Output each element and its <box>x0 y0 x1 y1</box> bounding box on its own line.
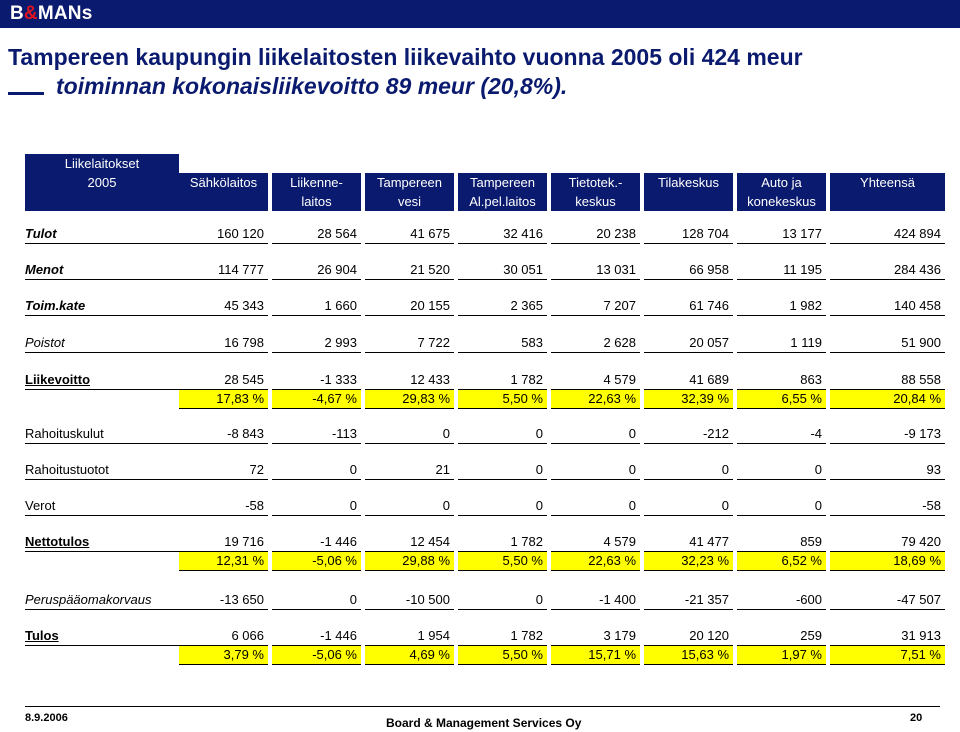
table-cell: 114 777 <box>179 261 268 280</box>
table-cell: -58 <box>830 497 945 516</box>
percentage-cell: 32,23 % <box>644 552 733 571</box>
table-cell: 26 904 <box>272 261 361 280</box>
table-cell: -212 <box>644 425 733 444</box>
table-cell: 12 433 <box>365 371 454 390</box>
column-header <box>551 173 640 211</box>
table-cell: 88 558 <box>830 371 945 390</box>
table-cell: 1 782 <box>458 533 547 552</box>
table-cell: 1 982 <box>737 297 826 316</box>
percentage-cell: -5,06 % <box>272 646 361 665</box>
table-cell: 424 894 <box>830 225 945 244</box>
column-header-line: Auto ja <box>761 175 802 190</box>
column-header-line <box>830 192 945 211</box>
percentage-cell: 32,39 % <box>644 390 733 409</box>
row-label: Rahoituskulut <box>25 425 179 444</box>
row-label: Rahoitustuotot <box>25 461 179 480</box>
row-label: Poistot <box>25 334 179 353</box>
table-cell: 0 <box>551 461 640 480</box>
table-cell: 6 066 <box>179 627 268 646</box>
column-header-line: Tietotek.- <box>568 175 623 190</box>
table-cell: 1 119 <box>737 334 826 353</box>
table-cell: 2 993 <box>272 334 361 353</box>
table-cell: 21 <box>365 461 454 480</box>
column-header <box>365 173 454 211</box>
table-cell: 0 <box>737 497 826 516</box>
table-cell: 284 436 <box>830 261 945 280</box>
row-label: Verot <box>25 497 179 516</box>
column-header <box>644 173 733 211</box>
percentage-cell: 29,88 % <box>365 552 454 571</box>
table-cell: 583 <box>458 334 547 353</box>
table-cell: -113 <box>272 425 361 444</box>
table-cell: 13 177 <box>737 225 826 244</box>
percentage-cell: 3,79 % <box>179 646 268 665</box>
table-cell: 16 798 <box>179 334 268 353</box>
table-cell: 11 195 <box>737 261 826 280</box>
table-cell: 859 <box>737 533 826 552</box>
percentage-cell: 20,84 % <box>830 390 945 409</box>
column-header-line: Tampereen <box>376 175 443 190</box>
column-header-line: Sähkölaitos <box>189 175 258 190</box>
table-cell: 41 675 <box>365 225 454 244</box>
table-cell: 0 <box>365 497 454 516</box>
percentage-cell: 7,51 % <box>830 646 945 665</box>
table-cell: -21 357 <box>644 591 733 610</box>
percentage-cell: 4,69 % <box>365 646 454 665</box>
brand-logo: B&MANs <box>10 3 93 24</box>
table-cell: 12 454 <box>365 533 454 552</box>
row-label: Toim.kate <box>25 297 179 316</box>
column-header-line <box>179 192 268 211</box>
percentage-cell: 6,55 % <box>737 390 826 409</box>
row-label: Tulot <box>25 225 179 244</box>
column-header-line: keskus <box>575 194 616 209</box>
row-label: Nettotulos <box>25 533 179 552</box>
table-cell: 1 782 <box>458 371 547 390</box>
column-header <box>458 173 547 211</box>
percentage-cell: 29,83 % <box>365 390 454 409</box>
row-label: Liikevoitto <box>25 371 179 390</box>
percentage-cell: 5,50 % <box>458 390 547 409</box>
header-corner <box>25 154 179 211</box>
table-cell: -8 843 <box>179 425 268 444</box>
percentage-cell: 15,71 % <box>551 646 640 665</box>
table-cell: 13 031 <box>551 261 640 280</box>
column-header-line: Liikenne- <box>290 175 343 190</box>
percentage-cell: 1,97 % <box>737 646 826 665</box>
table-cell: 259 <box>737 627 826 646</box>
percentage-cell: -5,06 % <box>272 552 361 571</box>
table-cell: 0 <box>272 461 361 480</box>
slide-title: Tampereen kaupungin liikelaitosten liikevaihto vuonna 2005 oli 424 meur <box>8 44 803 70</box>
table-cell: 66 958 <box>644 261 733 280</box>
table-cell: 0 <box>458 591 547 610</box>
table-cell: 31 913 <box>830 627 945 646</box>
table-cell: 20 120 <box>644 627 733 646</box>
table-cell: 0 <box>551 425 640 444</box>
table-cell: 0 <box>458 497 547 516</box>
table-cell: 45 343 <box>179 297 268 316</box>
footer-date: 8.9.2006 <box>25 712 68 724</box>
table-cell: 0 <box>458 425 547 444</box>
table-cell: -600 <box>737 591 826 610</box>
table-cell: 19 716 <box>179 533 268 552</box>
table-cell: 4 579 <box>551 371 640 390</box>
percentage-cell: 22,63 % <box>551 552 640 571</box>
footer-company: Board & Management Services Oy <box>386 716 582 730</box>
table-cell: 0 <box>644 461 733 480</box>
table-cell: 0 <box>458 461 547 480</box>
table-cell: 7 207 <box>551 297 640 316</box>
percentage-cell: 17,83 % <box>179 390 268 409</box>
table-cell: -9 173 <box>830 425 945 444</box>
slide-subtitle: toiminnan kokonaisliikevoitto 89 meur (20,8%). <box>56 73 568 99</box>
column-header-line: Tilakeskus <box>658 175 719 190</box>
table-cell: -47 507 <box>830 591 945 610</box>
table-cell: 0 <box>365 425 454 444</box>
top-bar <box>0 0 960 28</box>
row-label: Menot <box>25 261 179 280</box>
table-cell: 20 238 <box>551 225 640 244</box>
table-cell: 51 900 <box>830 334 945 353</box>
table-cell: 0 <box>644 497 733 516</box>
table-cell: -1 333 <box>272 371 361 390</box>
column-header <box>830 173 945 211</box>
percentage-cell: 6,52 % <box>737 552 826 571</box>
table-cell: 128 704 <box>644 225 733 244</box>
table-cell: 0 <box>272 591 361 610</box>
table-cell: 28 545 <box>179 371 268 390</box>
table-cell: 1 660 <box>272 297 361 316</box>
row-label: Peruspääomakorvaus <box>25 591 179 610</box>
column-header-line: vesi <box>397 194 422 209</box>
percentage-cell: -4,67 % <box>272 390 361 409</box>
table-cell: 140 458 <box>830 297 945 316</box>
table-cell: 7 722 <box>365 334 454 353</box>
table-cell: 61 746 <box>644 297 733 316</box>
table-cell: -10 500 <box>365 591 454 610</box>
table-cell: 2 628 <box>551 334 640 353</box>
table-cell: 41 477 <box>644 533 733 552</box>
table-cell: -1 400 <box>551 591 640 610</box>
column-header-line: konekeskus <box>747 194 816 209</box>
table-cell: 32 416 <box>458 225 547 244</box>
table-cell: 79 420 <box>830 533 945 552</box>
column-header-line <box>644 192 733 211</box>
table-cell: 3 179 <box>551 627 640 646</box>
table-cell: 20 155 <box>365 297 454 316</box>
header-corner-line: 2005 <box>87 175 117 190</box>
column-header <box>272 173 361 211</box>
table-cell: 1 954 <box>365 627 454 646</box>
table-cell: 0 <box>272 497 361 516</box>
table-cell: 21 520 <box>365 261 454 280</box>
percentage-cell: 12,31 % <box>179 552 268 571</box>
table-cell: 28 564 <box>272 225 361 244</box>
column-header-line: laitos <box>301 194 332 209</box>
table-cell: 2 365 <box>458 297 547 316</box>
table-cell: -1 446 <box>272 627 361 646</box>
table-cell: -58 <box>179 497 268 516</box>
column-header-line: Tampereen <box>469 175 536 190</box>
table-cell: 20 057 <box>644 334 733 353</box>
percentage-cell: 18,69 % <box>830 552 945 571</box>
percentage-cell: 5,50 % <box>458 552 547 571</box>
table-cell: 4 579 <box>551 533 640 552</box>
table-cell: -1 446 <box>272 533 361 552</box>
table-cell: 863 <box>737 371 826 390</box>
table-cell: 0 <box>551 497 640 516</box>
table-cell: 30 051 <box>458 261 547 280</box>
footer-page-number: 20 <box>910 712 923 724</box>
column-header-line: Al.pel.laitos <box>469 194 536 209</box>
table-cell: 160 120 <box>179 225 268 244</box>
table-cell: 72 <box>179 461 268 480</box>
table-cell: 0 <box>737 461 826 480</box>
header-corner-line: Liikelaitokset <box>64 156 140 171</box>
table-cell: -4 <box>737 425 826 444</box>
percentage-cell: 22,63 % <box>551 390 640 409</box>
percentage-cell: 5,50 % <box>458 646 547 665</box>
title-dash <box>8 92 44 95</box>
row-label: Tulos <box>25 627 179 646</box>
footer-divider <box>25 706 940 707</box>
table-cell: 93 <box>830 461 945 480</box>
column-header <box>179 173 268 211</box>
percentage-cell: 15,63 % <box>644 646 733 665</box>
table-cell: 41 689 <box>644 371 733 390</box>
table-cell: -13 650 <box>179 591 268 610</box>
column-header-line: Yhteensä <box>860 175 915 190</box>
table-cell: 1 782 <box>458 627 547 646</box>
column-header <box>737 173 826 211</box>
